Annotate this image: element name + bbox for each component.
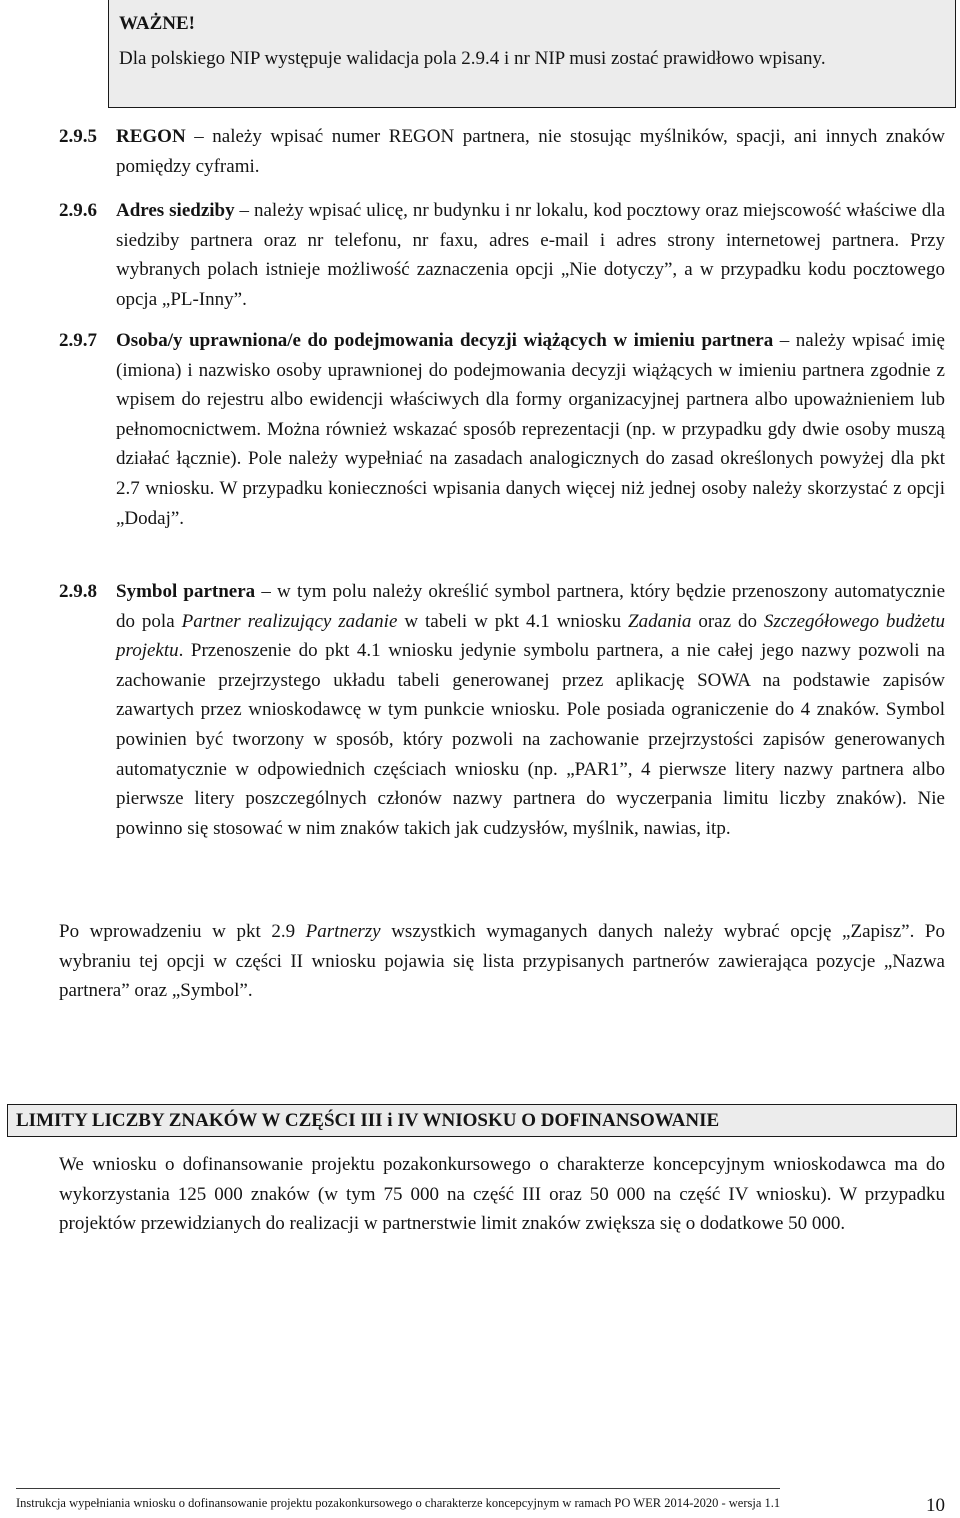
section-body [116, 196, 945, 314]
section-2-9-5 [59, 122, 945, 181]
section-text: – w tym polu należy określić symbol partnera, który będzie przenoszony automatycznie do pola [116, 581, 946, 632]
section-text: – należy wpisać imię (imiona) i nazwisko osoby uprawnionej do podejmowania decyzji wiążących w imieniu partnera zgodnie z wpisem do rejestru albo ewidencji właściwych dla formy organizacyjnej partnera albo upoważnieniem lub pełnomocnictwem. Można również wskazać sposób reprezentacji (np. w przypadku gdy dwie osoby muszą działać łącznie). Pole należy wypełniać na zasadach analogicznych do zasad określonych powyżej dla pkt 2.7 wniosku. W przypadku konieczności wpisania danych więcej niż jednej osoby należy skorzystać z opcji „Dodaj”. [116, 330, 945, 529]
section-number: 2.9.8 [59, 581, 97, 602]
page-number: 10 [926, 1495, 945, 1516]
important-notice-box [108, 0, 956, 108]
section-number: 2.9.5 [59, 126, 97, 147]
section-body [116, 122, 945, 181]
section-body [116, 577, 945, 843]
field-name-partner: Partner realizujący zadanie [181, 610, 398, 632]
section-body [116, 326, 945, 533]
limits-text: We wniosku o dofinansowanie projektu pozakonkursowego o charakterze koncepcyjnym wnioskodawca ma do wykorzystania 125 000 znaków (w tym 75 000 na część III oraz 50 000 na część IV wniosku). W przypadku projektów przewidzianych do realizacji w partnerstwie limit znaków zwiększa się o dodatkowe 50 000. [59, 1154, 945, 1235]
section-2-9-7 [59, 326, 945, 533]
limits-paragraph [59, 1150, 945, 1239]
notice-text: Dla polskiego NIP występuje walidacja pola 2.9.4 i nr NIP musi zostać prawidłowo wpisany. [119, 48, 826, 69]
section-2-9-8 [59, 577, 945, 843]
footer-text: Instrukcja wypełniania wniosku o dofinansowanie projektu pozakonkursowego o charakterze koncepcyjnym w ramach PO WER 2014-2020 - wersja 1.1 [16, 1488, 780, 1513]
page-footer [16, 1488, 946, 1513]
field-name-budzet: Szczegółowego budżetu projektu [116, 610, 945, 662]
section-number: 2.9.7 [59, 330, 97, 351]
field-name-zadania: Zadania [628, 610, 692, 632]
notice-title: WAŻNE! [119, 13, 196, 34]
field-name-partnerzy: Partnerzy [305, 921, 381, 942]
section-text: w tabeli w pkt 4.1 wniosku [397, 610, 629, 632]
section-heading: Osoba/y uprawniona/e do podejmowania decyzji wiążących w imieniu partnera [116, 330, 774, 351]
paragraph-body [59, 917, 945, 1006]
paragraph-text: Po wprowadzeniu w pkt 2.9 [59, 921, 306, 942]
section-number: 2.9.6 [59, 200, 97, 221]
limits-heading: LIMITY LICZBY ZNAKÓW W CZĘŚCI III i IV WNIOSKU O DOFINANSOWANIE [7, 1104, 957, 1137]
section-heading: Adres siedziby [116, 200, 235, 221]
section-text: – należy wpisać ulicę, nr budynku i nr lokalu, kod pocztowy oraz miejscowość właściwe dla siedziby partnera oraz nr telefonu, nr faxu, adres e-mail i adres strony internetowej partnera. Przy wybranych polach istnieje możliwość zaznaczenia opcji „Nie dotyczy”, a w przypadku kodu pocztowego opcja „PL-Inny”. [116, 200, 945, 310]
section-text: . Przenoszenie do pkt 4.1 wniosku jedynie symbolu partnera, a nie całej jego nazwy pozwoli na zachowanie przejrzystego układu tabeli generowanej przez aplikację SOWA na podstawie zapisów zawartych przez wnioskodawcę w tym punkcie wniosku. Pole posiada ograniczenie do 4 znaków. Symbol powinien być tworzony w sposób, który pozwoli na zachowanie przejrzystości zapisów generowanych automatycznie w odpowiednich częściach wniosku (np. „PAR1”, 4 pierwsze litery nazwy partnera albo pierwsze litery poszczególnych członów nazwy partnera do wyczerpania limitu liczby znaków). Nie powinno się stosować w nim znaków takich jak cudzysłów, myślnik, nawias, itp. [116, 640, 945, 839]
section-text: oraz do [691, 610, 764, 632]
after-partners-paragraph [59, 917, 945, 1006]
paragraph-text: wszystkich wymaganych danych należy wybrać opcję „Zapisz”. Po wybraniu tej opcji w części II wniosku pojawia się lista przypisanych partnerów zawierająca pozycje „Nazwa partnera” oraz „Symbol”. [59, 921, 945, 1002]
section-text: – należy wpisać numer REGON partnera, nie stosując myślników, spacji, ani innych znaków pomiędzy cyframi. [116, 126, 945, 177]
section-heading: REGON [116, 126, 186, 147]
section-2-9-6 [59, 196, 945, 314]
section-heading: Symbol partnera [116, 581, 256, 602]
